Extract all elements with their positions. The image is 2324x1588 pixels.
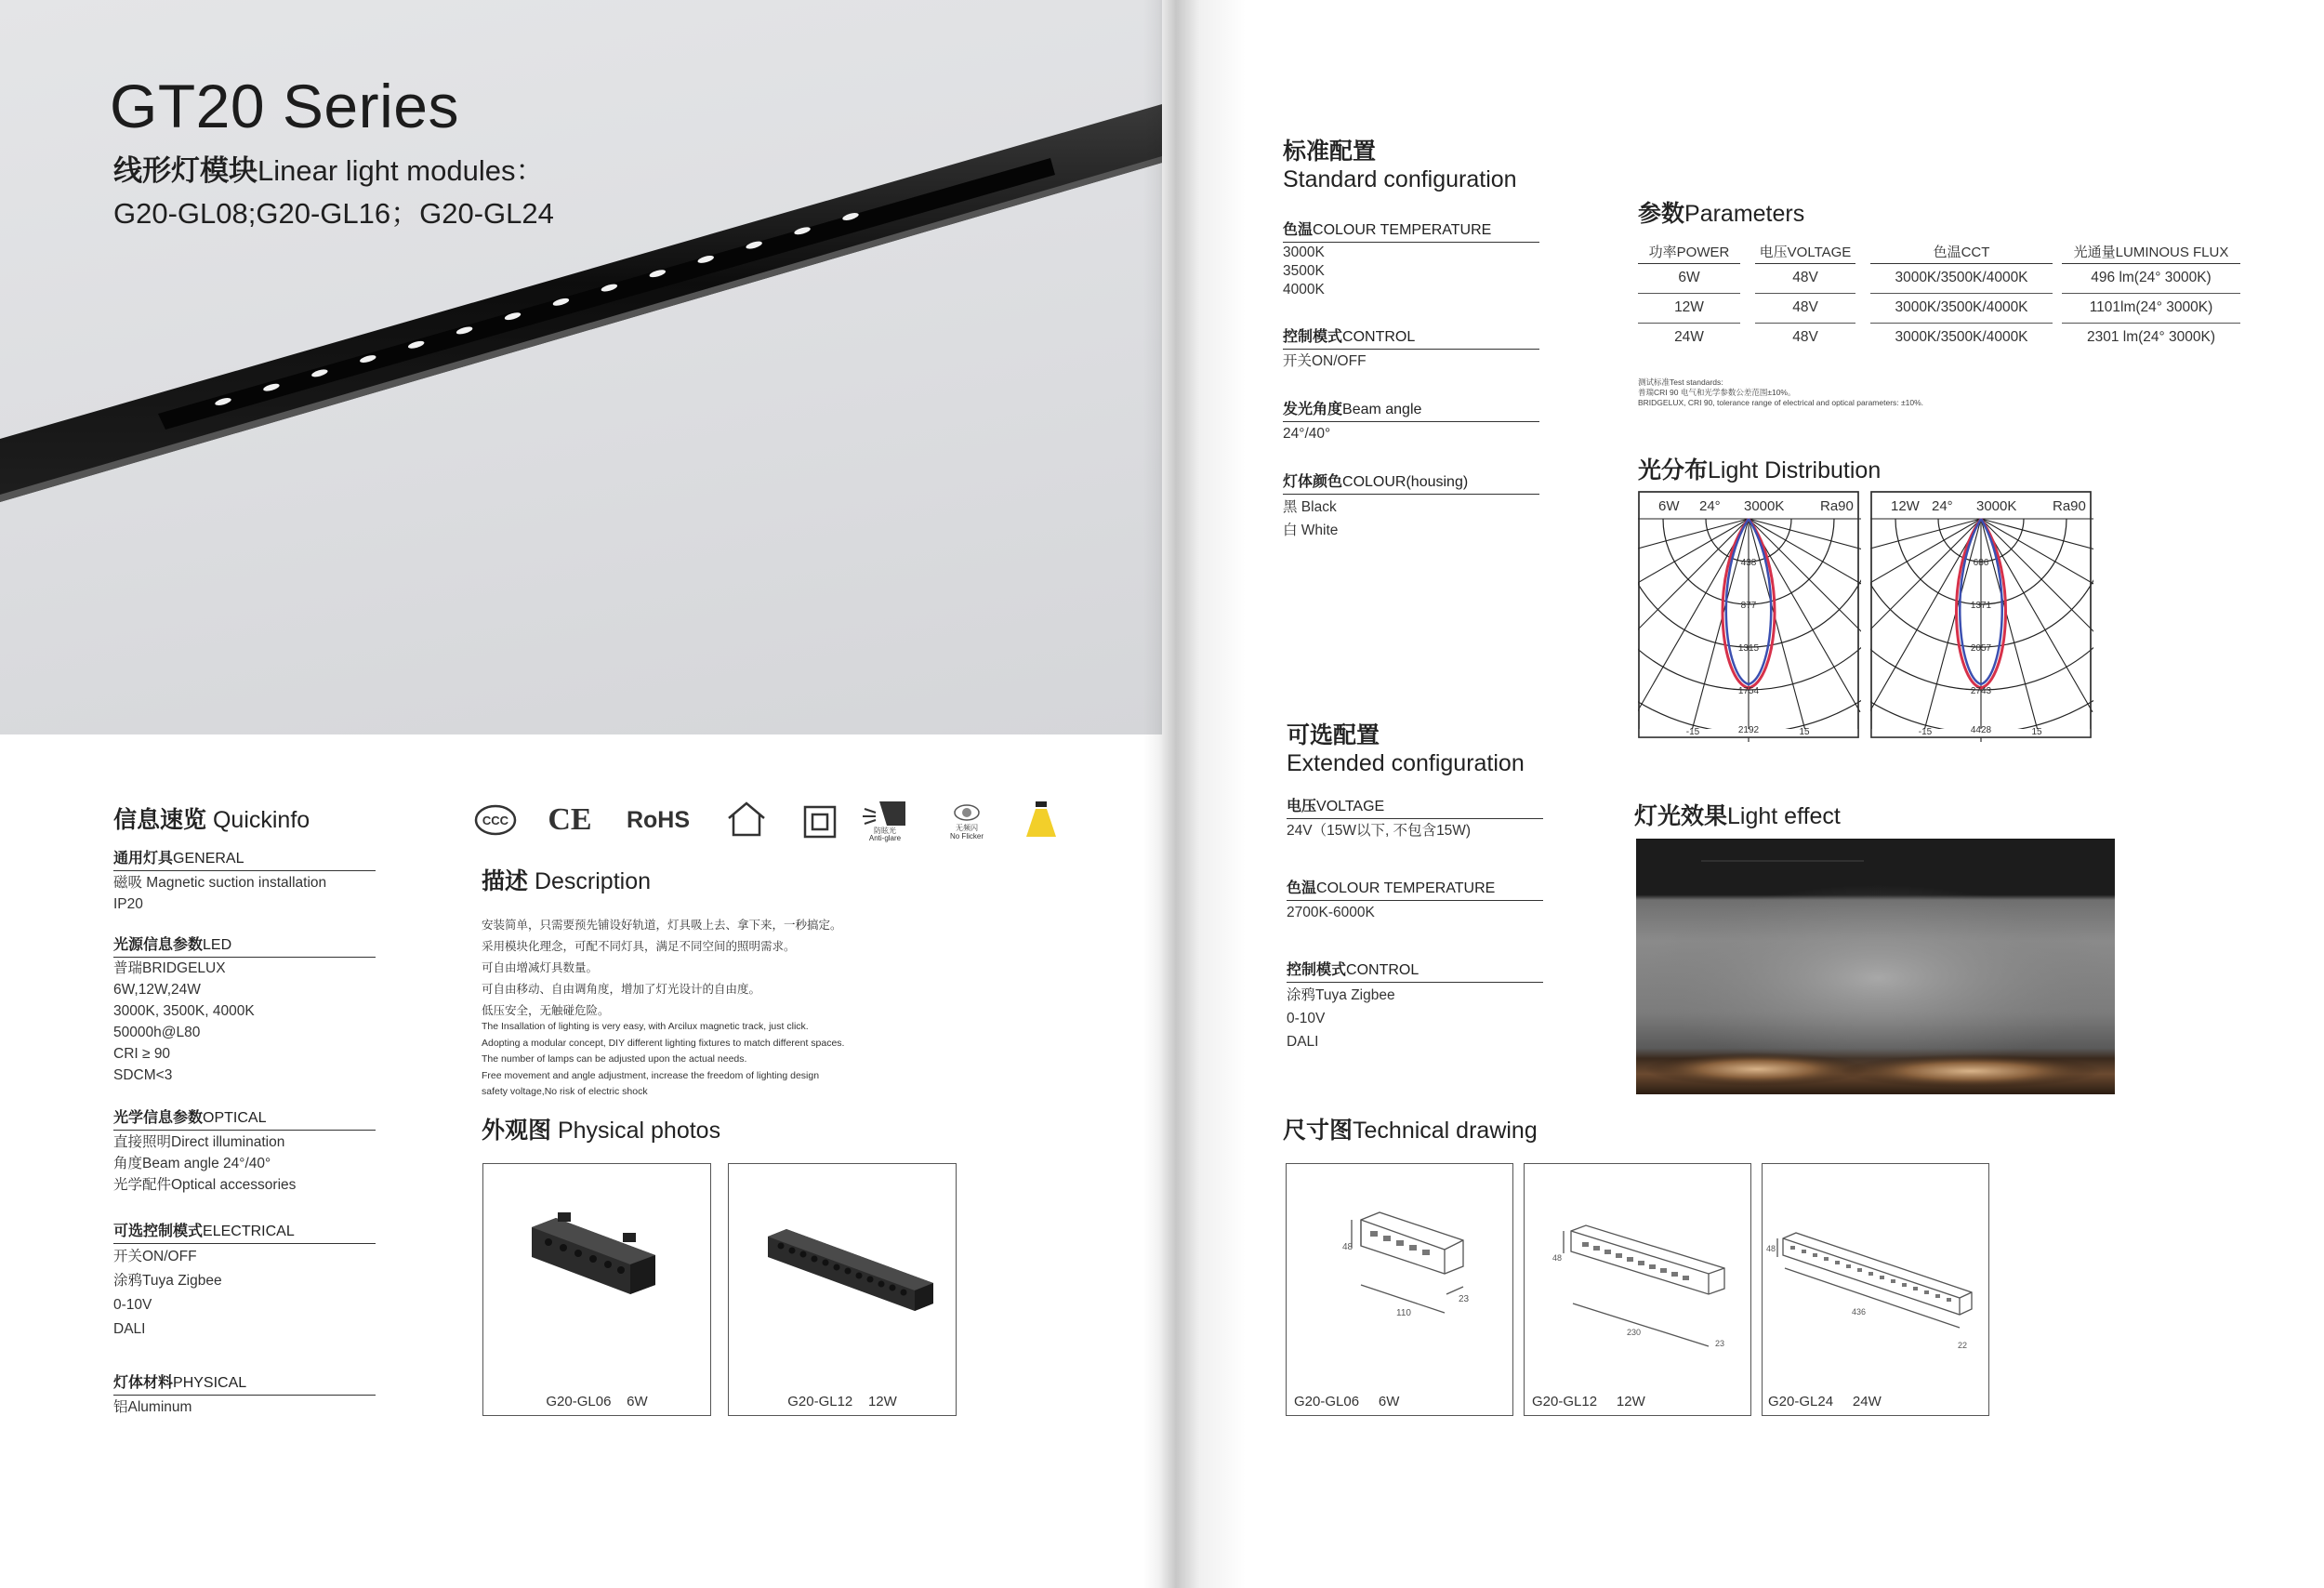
quickinfo-general-lines (113, 872, 326, 915)
photo-model: G20-GL12 (787, 1394, 853, 1409)
table-cell: 3000K/3500K/4000K (1870, 264, 2053, 294)
label-cn: 通用灯具 (113, 851, 174, 867)
info-line: 6W,12W,24W (113, 982, 201, 998)
tech-drawing-6w (1287, 1164, 1514, 1387)
depth-dim: 23 (1459, 1294, 1470, 1304)
std-housing-label (1283, 470, 1539, 495)
ring-label-bottom: 2192 (1737, 725, 1760, 735)
ring-label: 2743 (1970, 686, 1992, 696)
info-line: 磁吸 Magnetic suction installation (113, 875, 327, 891)
chart-power: 6W (1658, 498, 1680, 514)
axis-tick-left: -15 (1918, 727, 1933, 737)
label-en: VOLTAGE (1316, 799, 1385, 814)
chart-ra: Ra90 (2053, 498, 2086, 514)
table-cell: 48V (1755, 264, 1855, 294)
std-housing-lines (1283, 496, 1338, 542)
ring-label: 2057 (1970, 643, 1992, 654)
label-cn: 发光角度 (1283, 402, 1343, 417)
tech-model: G20-GL24 (1768, 1394, 1834, 1409)
parameters-title-cn: 参数 (1638, 201, 1685, 227)
description-line: Adopting a modular concept, DIY different lighting fixtures to match different spaces. (482, 1037, 845, 1049)
ring-label: 686 (1973, 558, 1989, 568)
chart-ra: Ra90 (1820, 498, 1854, 514)
label-en: ELECTRICAL (203, 1224, 295, 1239)
quickinfo-led-label (113, 933, 376, 958)
table-cell: 3000K/3500K/4000K (1870, 294, 2053, 324)
model-list: G20-GL08;G20-GL16；G20-GL24 (113, 197, 554, 230)
light-effect-title-cn: 灯光效果 (1634, 803, 1728, 829)
label-cn: 色温 (1283, 222, 1314, 238)
table-cell: 48V (1792, 329, 1818, 345)
table-header: 功率POWER (1638, 240, 1740, 264)
config-line: DALI (1287, 1034, 1319, 1050)
quickinfo-electrical-lines (113, 1245, 222, 1342)
standard-title-cn: 标准配置 (1283, 139, 1377, 165)
photos-title-cn: 外观图 (482, 1118, 552, 1144)
std-beam-label (1283, 397, 1539, 422)
length-dim: 230 (1627, 1328, 1642, 1337)
config-line: 0-10V (1287, 1011, 1326, 1026)
tech-power: 24W (1852, 1394, 1882, 1409)
table-cell: 48V (1755, 294, 1855, 324)
table-row (1638, 264, 2240, 294)
module-subtitle (113, 147, 544, 189)
chart-cct: 3000K (1976, 498, 2017, 514)
table-header: 色温CCT (1870, 240, 2053, 264)
description-line: Free movement and angle adjustment, increase the freedom of lighting design (482, 1069, 820, 1081)
quickinfo-title-en: Quickinfo (212, 807, 310, 833)
config-line: 3500K (1283, 263, 1325, 279)
axis-tick-right: 15 (2031, 727, 2042, 737)
label-en: Beam angle (1342, 402, 1422, 417)
description-line: The Insallation of lighting is very easy, with Arcilux magnetic track, just click. (482, 1021, 809, 1032)
config-line: 白 White (1283, 523, 1339, 538)
ext-control-label (1287, 958, 1543, 983)
info-line: 0-10V (113, 1297, 152, 1313)
label-en: LED (203, 937, 232, 953)
module-photo-12w (729, 1164, 957, 1387)
light-effect-title (1634, 798, 1841, 831)
tech-model: G20-GL12 (1532, 1394, 1598, 1409)
label-cn: 控制模式 (1283, 329, 1343, 345)
depth-dim: 23 (1715, 1339, 1725, 1348)
label-en: CONTROL (1346, 962, 1419, 978)
table-header: 光通量LUMINOUS FLUX (2062, 240, 2240, 264)
info-line: IP20 (113, 896, 143, 912)
rohs-cert-icon: RoHS (626, 806, 691, 833)
ccc-text: CCC (482, 814, 509, 827)
light-effect-title-en: Light effect (1727, 803, 1841, 829)
std-beam-lines (1283, 423, 1330, 444)
photo-card-gl12 (728, 1163, 957, 1416)
distribution-title (1638, 452, 1881, 485)
info-line: 普瑞BRIDGELUX (113, 960, 226, 976)
ring-label: 877 (1740, 601, 1757, 611)
label-cn: 灯体颜色 (1283, 474, 1343, 490)
quickinfo-title-cn: 信息速览 (113, 807, 207, 833)
table-row (1638, 324, 2240, 353)
note-line: 普瑞CRI 90 电气和光学参数公差范围±10%。 (1638, 388, 1796, 397)
ext-cct-label (1287, 876, 1543, 901)
ccc-cert-icon (474, 803, 517, 837)
tech-caption (1763, 1394, 1988, 1409)
quickinfo-physical-label (113, 1370, 376, 1396)
anti-glare-cn: 防眩光 (874, 827, 896, 835)
table-header-row (1638, 240, 2240, 264)
std-control-lines (1283, 351, 1367, 372)
label-en: CONTROL (1342, 329, 1416, 345)
description-line: 可自由移动、自由调角度，增加了灯光设计的自由度。 (482, 983, 761, 996)
quickinfo-led-lines (113, 958, 255, 1086)
config-line: 涂鸦Tuya Zigbee (1287, 987, 1395, 1003)
indoor-home-icon (725, 800, 768, 839)
length-dim: 110 (1396, 1308, 1411, 1318)
parameters-title (1638, 195, 1804, 229)
tech-power: 6W (1378, 1394, 1400, 1409)
label-en: OPTICAL (203, 1110, 267, 1126)
description-text-en (482, 1019, 844, 1101)
label-en: PHYSICAL (173, 1375, 247, 1391)
axis-tick-left: -15 (1685, 727, 1700, 737)
tech-power: 12W (1616, 1394, 1645, 1409)
chart-cct: 3000K (1744, 498, 1785, 514)
polar-chart-6w (1638, 491, 1861, 742)
config-line: 开关ON/OFF (1283, 353, 1367, 369)
note-line: 测试标准Test standards: (1638, 377, 1723, 387)
std-control-label (1283, 324, 1539, 350)
info-line: 光学配件Optical accessories (113, 1177, 297, 1193)
tech-card-gl06 (1286, 1163, 1513, 1416)
quickinfo-physical-lines (113, 1396, 191, 1418)
description-title (482, 863, 651, 896)
ring-label: 1315 (1737, 643, 1760, 654)
distribution-title-en: Light Distribution (1708, 457, 1882, 483)
parameters-table (1638, 240, 2240, 352)
info-line: 涂鸦Tuya Zigbee (113, 1273, 222, 1289)
photo-caption (483, 1394, 710, 1409)
info-line: 50000h@L80 (113, 1025, 201, 1040)
label-en: GENERAL (173, 851, 244, 867)
info-line: DALI (113, 1321, 146, 1337)
chart-angle: 24° (1932, 498, 1953, 514)
ext-voltage-label (1287, 794, 1543, 819)
standard-config-title (1283, 138, 1517, 193)
label-cn: 光源信息参数 (113, 937, 204, 953)
description-title-cn: 描述 (482, 868, 529, 894)
tech-model: G20-GL06 (1294, 1394, 1360, 1409)
no-flicker-en: No Flicker (949, 832, 984, 840)
axis-tick-right: 15 (1799, 727, 1810, 737)
photos-title (482, 1112, 720, 1145)
ring-label: 1371 (1970, 601, 1992, 611)
tech-card-gl24 (1762, 1163, 1989, 1416)
label-en: COLOUR(housing) (1342, 474, 1469, 490)
anti-glare-icon (859, 800, 911, 842)
label-cn: 控制模式 (1287, 962, 1347, 978)
config-line: 2700K-6000K (1287, 905, 1375, 920)
config-line: 3000K (1283, 245, 1325, 260)
subtitle-en: Linear light modules： (257, 154, 545, 187)
class-ii-insulation-icon (803, 805, 837, 839)
description-line: 采用模块化理念，可配不同灯具，满足不同空间的照明需求。 (482, 940, 796, 953)
config-line: 24V（15W以下, 不包含15W) (1287, 823, 1472, 839)
tech-drawing-12w (1525, 1164, 1752, 1387)
ext-control-lines (1287, 984, 1395, 1053)
height-dim: 48 (1342, 1242, 1353, 1252)
table-cell: 12W (1638, 294, 1740, 324)
technical-title-en: Technical drawing (1353, 1118, 1538, 1144)
table-cell: 24W (1674, 329, 1704, 345)
height-dim: 48 (1766, 1244, 1776, 1253)
info-line: 铝Aluminum (113, 1399, 192, 1415)
extended-title-en: Extended configuration (1287, 750, 1525, 776)
table-row (1638, 294, 2240, 324)
info-line: 3000K, 3500K, 4000K (113, 1003, 255, 1019)
downlight-beam-icon (1023, 800, 1060, 842)
tech-card-gl12 (1524, 1163, 1751, 1416)
anti-glare-en: Anti-glare (868, 834, 902, 842)
technical-title (1283, 1112, 1538, 1145)
ring-label: 438 (1740, 558, 1757, 568)
photo-power: 6W (627, 1394, 648, 1409)
info-line: SDCM<3 (113, 1067, 173, 1083)
chart-angle: 24° (1699, 498, 1721, 514)
description-line: The number of lamps can be adjusted upon the actual needs. (482, 1053, 747, 1065)
ring-label: 1754 (1737, 686, 1760, 696)
description-line: 低压安全，无触碰危险。 (482, 1004, 610, 1017)
description-text (482, 915, 842, 1022)
extended-title-cn: 可选配置 (1287, 722, 1380, 748)
label-cn: 可选控制模式 (113, 1224, 204, 1239)
info-line: 直接照明Direct illumination (113, 1134, 285, 1150)
module-photo-6w (483, 1164, 712, 1387)
info-line: CRI ≥ 90 (113, 1046, 171, 1062)
photo-caption (729, 1394, 956, 1409)
label-cn: 色温 (1287, 880, 1317, 896)
label-cn: 光学信息参数 (113, 1110, 204, 1126)
series-title: GT20 Series (110, 72, 459, 140)
polar-chart-12w (1870, 491, 2093, 742)
ce-cert-icon: CE (548, 802, 592, 837)
hero-banner (0, 0, 1162, 734)
ring-label-bottom: 4428 (1970, 725, 1992, 735)
table-cell: 3000K/3500K/4000K (1895, 329, 2028, 345)
table-cell: 2301 lm(24° 3000K) (2086, 329, 2216, 345)
tech-caption (1525, 1394, 1750, 1409)
config-line: 24°/40° (1283, 426, 1331, 442)
description-line: 可自由增减灯具数量。 (482, 961, 599, 974)
config-line: 4000K (1283, 282, 1325, 298)
ext-cct-lines (1287, 902, 1375, 923)
table-cell: 6W (1638, 264, 1740, 294)
test-standard-notes (1638, 377, 1923, 408)
info-line: 开关ON/OFF (113, 1249, 197, 1264)
std-cct-lines (1283, 244, 1325, 299)
length-dim: 436 (1852, 1307, 1867, 1317)
no-flicker-icon (944, 800, 989, 842)
quickinfo-optical-label (113, 1105, 376, 1131)
subtitle-cn: 线形灯模块 (113, 154, 257, 187)
ext-voltage-lines (1287, 820, 1471, 841)
info-line: 角度Beam angle 24°/40° (113, 1156, 271, 1171)
chart-power: 12W (1891, 498, 1920, 514)
description-line: safety voltage,No risk of electric shock (482, 1086, 648, 1097)
parameters-title-en: Parameters (1684, 201, 1805, 227)
label-cn: 灯体材料 (113, 1375, 174, 1391)
description-line: 安装简单，只需要预先铺设好轨道，灯具吸上去、拿下来，一秒搞定。 (482, 919, 842, 932)
std-cct-label (1283, 218, 1539, 243)
distribution-title-cn: 光分布 (1638, 457, 1709, 483)
technical-title-cn: 尺寸图 (1283, 1118, 1353, 1144)
table-cell: 496 lm(24° 3000K) (2062, 264, 2240, 294)
label-en: COLOUR TEMPERATURE (1313, 222, 1492, 238)
depth-dim: 22 (1958, 1341, 1968, 1350)
quickinfo-electrical-label (113, 1219, 376, 1244)
extended-config-title (1287, 721, 1525, 777)
photo-power: 12W (867, 1394, 897, 1409)
table-header: 电压VOLTAGE (1755, 240, 1855, 264)
tech-caption (1287, 1394, 1512, 1409)
note-line: BRIDGELUX, CRI 90, tolerance range of electrical and optical parameters: ±10%. (1638, 398, 1924, 407)
quickinfo-optical-lines (113, 1131, 296, 1196)
tech-drawing-24w (1763, 1164, 1990, 1387)
photo-model: G20-GL06 (546, 1394, 612, 1409)
description-title-en: Description (534, 868, 652, 894)
quickinfo-title (113, 801, 310, 835)
light-effect-photo (1636, 839, 2115, 1094)
photos-title-en: Physical photos (557, 1118, 721, 1144)
config-line: 黑 Black (1283, 499, 1337, 515)
standard-title-en: Standard configuration (1283, 166, 1517, 192)
photo-card-gl06 (482, 1163, 711, 1416)
table-cell: 1101lm(24° 3000K) (2062, 294, 2240, 324)
label-cn: 电压 (1287, 799, 1317, 814)
no-flicker-cn: 无频闪 (955, 824, 978, 832)
height-dim: 48 (1552, 1253, 1563, 1263)
quickinfo-general-label (113, 846, 376, 871)
label-en: COLOUR TEMPERATURE (1316, 880, 1496, 896)
